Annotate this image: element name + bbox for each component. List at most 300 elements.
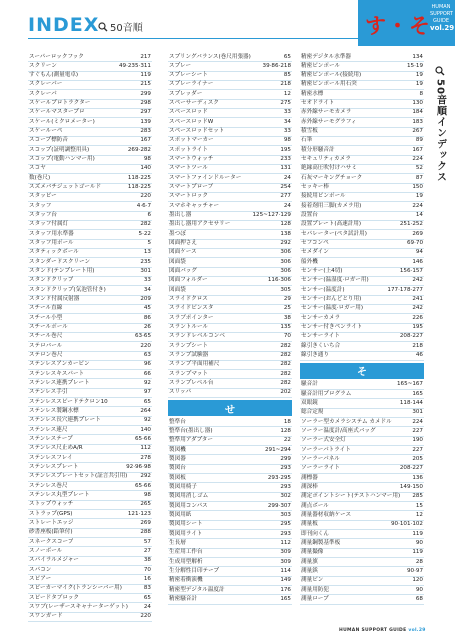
entry-name: 接着剤用三脚(カメラ用) — [301, 202, 362, 209]
entry-name: スタティックボール — [29, 249, 79, 256]
entry-name: ストレートエッジ — [29, 519, 74, 526]
entry-page: 89 — [415, 137, 423, 144]
entry-page: 135 — [280, 324, 291, 331]
entry-page: 301 — [140, 268, 151, 275]
entry-page: 235 — [140, 258, 151, 265]
entry-page: 134 — [412, 53, 423, 60]
entry-name: 精密水標 — [301, 90, 324, 97]
entry-page: 184 — [412, 109, 423, 116]
entry-page: 267 — [412, 128, 423, 135]
index-entry — [300, 202, 424, 211]
entry-name: スワブ(レーザースキャナーターゲット) — [29, 603, 128, 610]
entry-page: 293·295 — [267, 474, 291, 481]
entry-page: 130 — [412, 100, 423, 107]
entry-name: ステロバール — [29, 342, 63, 349]
entry-name: センサー付きペンライト — [301, 324, 363, 331]
entry-page: 83 — [143, 585, 151, 592]
entry-name: スランプマット — [169, 370, 208, 377]
entry-page: 140 — [140, 165, 151, 172]
entry-name: 積分形騒音計 — [301, 146, 335, 153]
entry-name: ソーラーパトライト — [301, 446, 351, 453]
entry-page: 150 — [412, 184, 423, 191]
entry-page: 275 — [280, 100, 291, 107]
entry-name: スペースロッドW — [169, 118, 214, 125]
entry-name: スマホキャッチャー — [169, 202, 220, 209]
entry-name: ステンレスキスパート — [29, 370, 85, 377]
entry-name: スランプ平面用補尺 — [169, 361, 220, 368]
entry-page: 303 — [280, 511, 291, 518]
entry-name: スクレーパ — [29, 90, 57, 97]
entry-page: 293 — [280, 465, 291, 472]
entry-page: 63·65 — [134, 333, 151, 340]
entry-name: 線引きくいち合 — [301, 342, 341, 349]
entry-page: 269·282 — [127, 146, 151, 153]
side-guide-label: HUMAN SUPPORT GUIDE — [430, 4, 453, 24]
index-entry — [168, 446, 292, 455]
entry-page: 224 — [412, 156, 423, 163]
entry-name: スノーボール — [29, 547, 63, 554]
index-entry — [300, 352, 424, 361]
entry-name: 図面ケース — [169, 249, 197, 256]
kana-side-label — [430, 4, 455, 32]
index-entry — [168, 389, 292, 398]
entry-page: 5 — [147, 240, 151, 247]
entry-name: スライドピンスタ — [169, 305, 214, 312]
entry-name: ストップウォッチ — [29, 501, 74, 508]
entry-page: 220 — [140, 613, 151, 620]
entry-page: 68 — [415, 595, 423, 602]
entry-page: 138 — [280, 230, 291, 237]
entry-page: 125~127·129 — [252, 212, 291, 219]
index-column-1 — [28, 53, 152, 622]
entry-name: スタンドクリップ(気泡管付き) — [29, 286, 106, 293]
entry-name: ステンレス手引 — [29, 389, 68, 396]
entry-name: スケール(ミクロメーター) — [29, 118, 95, 125]
entry-name: 測量器材収納ケース — [301, 511, 352, 518]
entry-page: 34 — [283, 118, 291, 125]
entry-page: 254 — [280, 184, 291, 191]
entry-page: 291~294 — [264, 446, 291, 453]
entry-page: 70 — [143, 566, 151, 573]
entry-page: 39·86·218 — [262, 62, 291, 69]
entry-page: 293 — [280, 530, 291, 537]
entry-name: 接続用ピンポール — [301, 193, 346, 200]
entry-name: 総合定規 — [301, 409, 324, 416]
index-entry — [300, 465, 424, 474]
entry-name: スピードタブロック — [29, 594, 80, 601]
entry-page: 98 — [143, 156, 151, 163]
index-entry — [168, 530, 292, 539]
entry-name: ソーラーパネル — [301, 455, 340, 462]
entry-name: センサーライト — [301, 333, 340, 340]
entry-name: ステンレス丸型プレート — [29, 491, 90, 498]
entry-page: 65 — [283, 53, 291, 60]
entry-name: 精密着衝演機 — [169, 577, 203, 584]
entry-page: 309 — [280, 549, 291, 556]
entry-page: 282 — [280, 379, 291, 386]
entry-page: 87 — [415, 174, 423, 181]
entry-name: 赤外線サーモグラフィ — [301, 118, 357, 125]
entry-page: 65·66 — [134, 482, 151, 489]
entry-page: 29 — [283, 296, 291, 303]
entry-page: 218 — [412, 342, 423, 349]
index-entry — [300, 595, 424, 604]
entry-name: セキュリティカメラ — [301, 156, 351, 163]
index-entry — [28, 156, 152, 165]
entry-name: 絶縁高圧吹付けハサミ — [301, 165, 357, 172]
entry-name: 測量ピン — [301, 577, 324, 584]
entry-page: 26 — [143, 324, 151, 331]
entry-page: 195 — [412, 324, 423, 331]
entry-page: 251·252 — [399, 221, 423, 228]
entry-page: 241 — [412, 296, 423, 303]
entry-page: 288 — [140, 529, 151, 536]
entry-page: 19 — [415, 193, 423, 200]
index-entry — [168, 221, 292, 230]
entry-name: セメダイン — [301, 249, 329, 256]
entry-page: 227 — [412, 446, 423, 453]
entry-page: 282 — [140, 221, 151, 228]
entry-page: 306 — [280, 258, 291, 265]
entry-page: 226 — [412, 314, 423, 321]
entry-name: 設置プレート(高速計用) — [301, 221, 362, 228]
index-entry — [168, 595, 292, 604]
entry-name: スマートプローブ — [169, 184, 214, 191]
entry-name: スペースロッド — [169, 109, 208, 116]
entry-page: 242 — [412, 305, 423, 312]
entry-page: 306 — [280, 268, 291, 275]
index-entry — [300, 549, 424, 558]
entry-name: ステンレススピードテクロン10 — [29, 398, 108, 405]
entry-page: 14 — [415, 212, 423, 219]
search-icon — [98, 22, 108, 32]
entry-name: 即刊向くん — [301, 530, 329, 537]
kana-heading: す・そ — [365, 14, 431, 38]
entry-name: 製図用シート — [169, 521, 203, 528]
entry-page: 283 — [140, 128, 151, 135]
entry-name: スネークスコープ — [29, 538, 74, 545]
entry-page: 177·178·277 — [387, 286, 423, 293]
section-heading: そ — [300, 363, 424, 379]
entry-name: スチール小型 — [29, 314, 63, 321]
entry-page: 269 — [140, 519, 151, 526]
entry-name: 精密ピンポール用石突 — [301, 81, 357, 88]
entry-name: スラントルール — [169, 324, 209, 331]
entry-name: スリッパ — [169, 389, 192, 396]
entry-name: 製図機 — [169, 446, 186, 453]
entry-name: 墨出し器 — [169, 212, 192, 219]
entry-page: 156·157 — [399, 268, 423, 275]
entry-page: 218 — [280, 81, 291, 88]
entry-name: ステロン巻尺 — [29, 352, 63, 358]
entry-name: 測点ボール — [301, 502, 329, 509]
entry-page: 205 — [412, 455, 423, 462]
entry-name: ストラップ(GPS) — [29, 510, 73, 517]
entry-name: ステンレスプレートセット(証言共引用) — [29, 473, 128, 480]
entry-name: 精密ピンポール(接続用) — [301, 72, 362, 79]
entry-page: 15 — [415, 502, 423, 509]
entry-name: スプレッダー — [169, 90, 203, 97]
entry-page: 202 — [280, 389, 291, 396]
entry-name: 砂書座板(鉛筆付) — [29, 529, 73, 536]
entry-page: 224 — [412, 202, 423, 209]
entry-page: 38 — [283, 314, 291, 321]
index-entry — [168, 277, 292, 286]
entry-name: スタンド付属反射器 — [29, 296, 80, 303]
entry-page: 19 — [415, 72, 423, 79]
entry-page: 165~167 — [396, 381, 423, 388]
entry-name: スケールマスタープロ — [29, 109, 85, 116]
entry-page: 121·123 — [127, 510, 151, 517]
side-vol: vol.29 — [430, 24, 455, 32]
entry-name: 図面フォルダー — [169, 277, 208, 284]
entry-page: 118·225 — [127, 184, 151, 191]
index-column-2 — [168, 53, 292, 605]
entry-page: 45 — [143, 305, 151, 312]
entry-name: スポットマーカー — [169, 137, 214, 144]
entry-name: 精密ピンポール — [301, 62, 341, 69]
index-entry — [28, 613, 152, 622]
entry-page: 183 — [412, 118, 423, 125]
entry-page: 18 — [283, 418, 291, 425]
entry-name: スケールーペ — [29, 128, 63, 135]
entry-name: スライドクロス — [169, 296, 208, 303]
subtitle-text: 50音順 — [110, 23, 143, 34]
entry-name: 整準台(墨出し器) — [169, 427, 213, 434]
entry-name: スパイラルメジャー — [29, 557, 79, 564]
entry-name: センサー(おんどとり用) — [301, 296, 362, 303]
entry-name: 測量板 — [301, 521, 318, 528]
section-heading: せ — [168, 400, 292, 416]
entry-name: 赤外線サーモカメラ — [301, 109, 352, 116]
entry-name: 測量撮像 — [301, 549, 324, 556]
entry-name: スクリーン — [29, 62, 57, 69]
entry-name: 測定ポイントシート(テストハンマー用) — [301, 493, 401, 500]
entry-page: 63 — [143, 352, 151, 358]
entry-page: 165 — [280, 595, 291, 602]
entry-name: 図面押さえ — [169, 240, 197, 247]
entry-name: ステンレス巻尺 — [29, 482, 68, 489]
entry-page: 309 — [280, 558, 291, 565]
entry-page: 292 — [140, 473, 151, 480]
entry-page: 277 — [280, 193, 291, 200]
entry-name: 墨出し器用アクセサリー — [169, 221, 231, 228]
entry-page: 295 — [280, 521, 291, 528]
entry-page: 65 — [143, 398, 151, 405]
entry-page: 299·307 — [267, 502, 291, 509]
entry-name: すぐもん(測量電卓) — [29, 72, 79, 79]
index-entry — [300, 558, 424, 567]
entry-page: 25 — [283, 305, 291, 312]
entry-page: 118·225 — [127, 174, 151, 181]
entry-page: 217 — [140, 53, 151, 60]
entry-name: 測量用防犯 — [301, 586, 329, 593]
entry-name: スランプシート — [169, 342, 208, 349]
entry-name: ソーラーライト — [301, 465, 340, 472]
entry-page: 49·235·311 — [118, 62, 151, 69]
entry-page: 128 — [280, 221, 291, 228]
entry-page: 120 — [412, 577, 423, 584]
entry-page: 242 — [412, 277, 423, 284]
header-rule — [28, 38, 358, 39]
entry-page: 24 — [283, 202, 291, 209]
entry-name: 測量旗 — [301, 558, 318, 565]
entry-page: 297 — [140, 109, 151, 116]
index-entry — [300, 249, 424, 258]
entry-page: 90 — [415, 586, 423, 593]
entry-name: センサー(温度·ロガー用) — [301, 305, 364, 312]
entry-page: 208·227 — [399, 465, 423, 472]
entry-name: スコップ(電動ハンマー用) — [29, 156, 95, 163]
entry-name: ステンレスプレート — [29, 463, 79, 470]
entry-page: 220 — [140, 342, 151, 349]
entry-name: スポットライト — [169, 146, 208, 153]
entry-name: スコップ(証明調整用具) — [29, 146, 90, 153]
entry-page: 98 — [143, 491, 151, 498]
entry-page: 215 — [140, 81, 151, 88]
entry-name: スマートウォッチ — [169, 156, 214, 163]
entry-name: 騒音計用プログラム — [301, 390, 352, 397]
entry-name: 測量鋼製基準板 — [301, 539, 341, 546]
entry-page: 119 — [140, 72, 151, 79]
entry-page: 22 — [283, 437, 291, 444]
entry-page: 136 — [412, 474, 423, 481]
entry-name: センサー(上4切) — [301, 268, 343, 275]
entry-name: 精密騒音計 — [169, 595, 197, 602]
index-subtitle — [98, 19, 143, 34]
entry-name: 船外機 — [301, 258, 318, 265]
footer — [339, 628, 426, 633]
entry-name: ソーラー温度計/高座式バッグ — [301, 427, 376, 434]
entry-page: 33 — [143, 277, 151, 284]
entry-page: 269 — [412, 230, 423, 237]
entry-name: スプレー — [169, 62, 192, 69]
entry-name: センサー(温湿度·ロガー用) — [301, 277, 369, 284]
entry-name: スタッフ用水準器 — [29, 230, 74, 237]
entry-name: スケールプロトラクター — [29, 100, 91, 107]
entry-page: 302 — [280, 493, 291, 500]
entry-name: スチール巻尺 — [29, 333, 63, 340]
entry-page: 12 — [415, 511, 423, 518]
entry-name: スタンドクリップ — [29, 277, 74, 284]
entry-page: 66 — [143, 370, 151, 377]
entry-name: スランドレベルコンベ — [169, 333, 225, 340]
entry-name: 生分解性目印テープ — [169, 567, 220, 574]
entry-page: 34 — [143, 286, 151, 293]
entry-page: 282 — [280, 342, 291, 349]
entry-name: 製図器 — [169, 455, 186, 462]
entry-name: スチールポール — [29, 324, 68, 331]
entry-page: 24 — [143, 603, 151, 610]
entry-name: ステンレス長穴連携プレート — [29, 417, 101, 424]
entry-name: センサー(温度計) — [301, 286, 345, 293]
entry-name: スタンド(テンプレート用) — [29, 268, 95, 275]
entry-page: 292 — [280, 240, 291, 247]
entry-page: 195 — [280, 146, 291, 153]
entry-name: セッキー棒 — [301, 184, 329, 191]
entry-name: 生長層 — [169, 539, 186, 546]
entry-name: セフコンペ — [301, 240, 329, 247]
entry-page: 28 — [415, 558, 423, 565]
entry-name: 精密型デジタル温度計 — [169, 586, 225, 593]
entry-page: 131 — [280, 165, 291, 172]
entry-page: 233 — [280, 156, 291, 163]
entry-page: 16 — [143, 575, 151, 582]
side-vertical-label — [430, 66, 450, 183]
entry-page: 282 — [280, 370, 291, 377]
entry-name: スランプレベル台 — [169, 379, 214, 386]
entry-page: 27 — [143, 547, 151, 554]
entry-page: 305 — [280, 286, 291, 293]
entry-name: 製図板 — [169, 474, 186, 481]
entry-page: 92 — [143, 417, 151, 424]
entry-name: 数(巻尺) — [29, 174, 51, 181]
entry-page: 299 — [280, 455, 291, 462]
entry-page: 85 — [283, 72, 291, 79]
entry-page: 38 — [143, 557, 151, 564]
entry-name: ステンレスアンカーピン — [29, 361, 90, 368]
entry-page: 33 — [283, 128, 291, 135]
entry-name: 測量鋲 — [301, 567, 318, 574]
entry-name: スプレーシート — [169, 72, 208, 79]
entry-name: スコープ標防音 — [29, 137, 68, 144]
entry-page: 298 — [140, 100, 151, 107]
entry-page: 167 — [412, 146, 423, 153]
entry-page: 118·144 — [399, 399, 423, 406]
entry-name: 積雪板 — [301, 128, 318, 135]
entry-name: 整準台 — [169, 418, 186, 425]
entry-page: 112 — [140, 445, 151, 452]
entry-name: スワンガード — [29, 613, 63, 620]
entry-name: 墨つぼ — [169, 230, 186, 237]
entry-name: スマートファインドルーター — [169, 174, 242, 181]
entry-name: スプリングバランス(巻尺用張器) — [169, 53, 251, 60]
entry-page: 146 — [412, 258, 423, 265]
entry-name: スコヤ — [29, 165, 46, 172]
entry-name: 線引き通り — [301, 352, 329, 358]
entry-name: スチール直線 — [29, 305, 63, 312]
entry-name: 石灰マーキングチョーク — [301, 174, 363, 181]
index-entry — [300, 118, 424, 127]
entry-page: 90 — [415, 539, 423, 546]
entry-page: 5·22 — [138, 230, 151, 237]
entry-page: 33 — [283, 109, 291, 116]
footer-brand: HUMAN SUPPORT GUIDE — [339, 628, 407, 633]
entry-page: 52 — [415, 165, 423, 172]
entry-page: 13 — [143, 249, 151, 256]
entry-page: 306 — [280, 249, 291, 256]
entry-page: 165 — [412, 390, 423, 397]
entry-name: スランプ試験器 — [169, 352, 209, 358]
entry-name: ソーラー式安全灯 — [301, 437, 346, 444]
entry-page: 114 — [280, 567, 291, 574]
index-entry — [168, 249, 292, 258]
entry-page: 128 — [280, 427, 291, 434]
entry-page: 86 — [143, 314, 151, 321]
entry-name: スピーカーマイク(トランシーバー用) — [29, 585, 122, 592]
entry-name: 製図用コンパス — [169, 502, 208, 509]
entry-name: 設置台 — [301, 212, 318, 219]
entry-name: スプレーライナー — [169, 81, 214, 88]
index-column-3 — [300, 53, 424, 605]
entry-name: ステンレス連尺 — [29, 426, 68, 433]
entry-name: センサーカメラ — [301, 314, 341, 321]
entry-name: スクレーパー — [29, 81, 63, 88]
entry-page: 57 — [143, 538, 151, 545]
entry-page: 92 — [143, 379, 151, 386]
entry-name: スピアー — [29, 575, 52, 582]
entry-name: ステンレステープ — [29, 435, 73, 442]
